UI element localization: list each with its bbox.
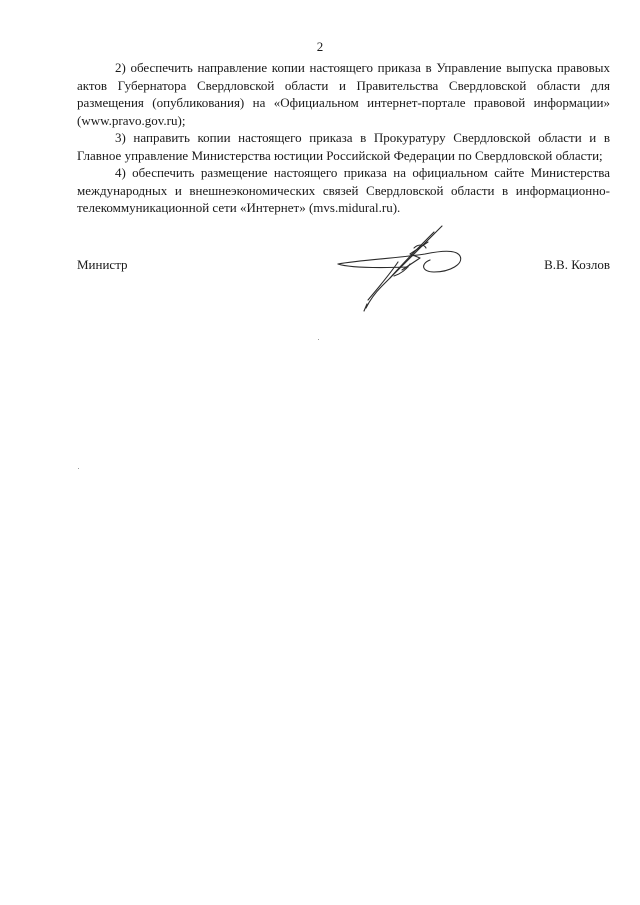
paragraph-item-2: 2) обеспечить направление копии настоящего приказа в Управление выпуска правовых актов Губернатора Свердловской области и Правительства Свердловской области для размещения (опубликования) на «Официальном интернет-портале правовой информации» (www.pravo.gov.ru); — [77, 60, 610, 128]
signatory-title: Министр — [77, 257, 128, 272]
paragraph-item-3: 3) направить копии настоящего приказа в Прокуратуру Свердловской области и в Главное управление Министерства юстиции Российской Федерации по Свердловской области; — [77, 130, 610, 163]
scan-speck — [318, 339, 319, 340]
page-number: 2 — [316, 39, 324, 54]
document-body — [77, 59, 610, 217]
signatory-name: В.В. Козлов — [544, 257, 610, 272]
scan-speck — [78, 468, 79, 469]
handwritten-signature — [330, 218, 470, 318]
paragraph-item-4: 4) обеспечить размещение настоящего приказа на официальном сайте Министерства международных и внешнеэкономических связей Свердловской области в информационно-телекоммуникационной сети «Интернет» (mvs.midural.ru). — [77, 165, 610, 215]
